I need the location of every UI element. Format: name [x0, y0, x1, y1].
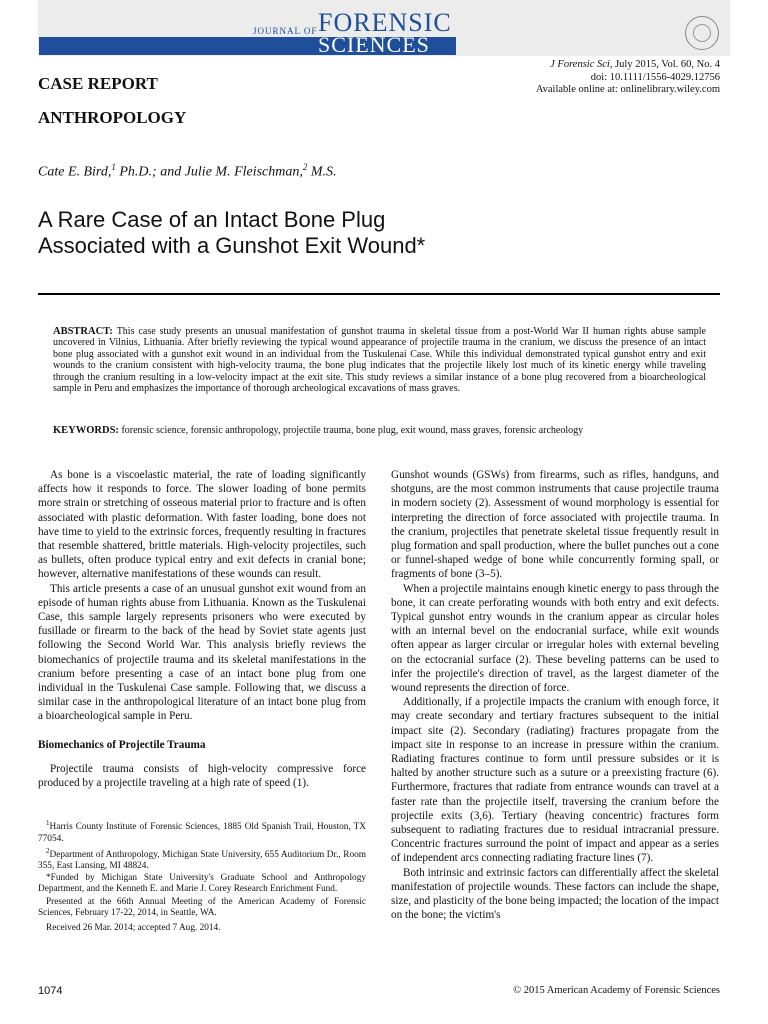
author-line — [38, 162, 337, 181]
body-column-right — [391, 468, 719, 923]
footnote-2-mark: 2 — [46, 846, 50, 855]
keywords — [53, 425, 706, 436]
copyright: © 2015 American Academy of Forensic Sciences — [513, 985, 720, 996]
author1: Cate E. Bird, — [38, 164, 112, 180]
footnote-1 — [38, 818, 366, 845]
footnote-presented: Presented at the 66th Annual Meeting of the American Academy of Forensic Sciences, February 17-22, 2014, in Seattle, WA. — [38, 896, 366, 918]
author2-degree: M.S. — [307, 164, 337, 180]
available-online-line: Available online at: onlinelibrary.wiley.com — [535, 84, 720, 95]
doi-line: doi: 10.1111/1556-4029.12756 — [590, 71, 720, 83]
article-title — [38, 207, 718, 259]
body-column-left — [38, 468, 366, 934]
footnote-1-mark: 1 — [46, 819, 50, 828]
aafs-seal-icon — [685, 16, 719, 50]
paragraph: Projectile trauma consists of high-velocity compressive force produced by a projectile traveling at a high rate of speed (1). — [38, 762, 366, 790]
paragraph: As bone is a viscoelastic material, the rate of loading significantly affects how it responds to force. The slower loading of bone permits more strain or stretching of osseous material prior to fracture and is often associated with plastic deformation. With faster loading, bone does not have time to yield to the extrinsic forces, frequently resulting in fractures that resemble shattered, brittle materials. High-velocity projectiles, such as bullets, often produce typical entry and exit defects in cranial bone; however, alternative manifestations of these wounds can result. — [38, 469, 366, 581]
page-number: 1074 — [38, 985, 63, 997]
title-divider — [38, 293, 720, 295]
footnote-funding: *Funded by Michigan State University's Graduate School and Anthropology Department, and the Kenneth E. and Marie J. Corey Research Enrichment Fund. — [38, 873, 366, 895]
author1-affiliation-mark: 1 — [111, 162, 116, 172]
title-line-1: A Rare Case of an Intact Bone Plug — [38, 207, 386, 232]
abstract-text: This case study presents an unusual manifestation of gunshot trauma in skeletal tissue from a post-World War II human rights abuse sample uncovered in Vilnius, Lithuania. After briefly reviewing the typical wound appearance of projectile trauma in the cranium, we discuss the presence of an intact bone plug associated with a gunshot exit wound in an individual from the Tuskulenai Case. While this individual demonstrated typical gunshot entry and exit wounds to the cranium consistent with high-velocity trauma, the bone plug indicates that the projectile likely lost much of its kinetic energy while traveling through the cranium resulting in a low-velocity impact at the exit site. This study reviews a similar instance of a bone plug recovered from a bioarcheological sample in Peru and emphasizes the importance of thorough archeological excavations of mass graves. — [53, 326, 706, 395]
paragraph: Additionally, if a projectile impacts the cranium with enough force, it may create secondary and tertiary fractures subsequent to the initial impact site (2). Secondary (radiating) fractures propagate from the impact site in response to an increase in pressure within the cranium. Radiating fractures continue to form until pressure subsides or it is halted by another structure such as a suture or a preexisting fracture (6). Furthermore, fractures that radiate from entrance wounds can travel at a faster rate than the projectile itself, traversing the cranium before the projectile exits (3,6). Tertiary (heaving concentric) fractures form subsequent to radiating fractures due to residual intracranial pressure. Concentric fractures surround the point of impact and appear as a series of independent arcs connecting radiating fracture lines (7). — [391, 696, 719, 865]
author2-affiliation-mark: 2 — [302, 162, 308, 172]
footnote-2 — [38, 846, 366, 873]
title-line-2: Associated with a Gunshot Exit Wound* — [38, 233, 426, 258]
journal-title-forensic: FORENSIC — [318, 8, 452, 37]
abstract-label: ABSTRACT: — [53, 326, 113, 337]
article-type: CASE REPORT — [38, 74, 158, 93]
footnote-1-text: Harris County Institute of Forensic Sciences, 1885 Old Spanish Trail, Houston, TX 77054. — [38, 822, 366, 844]
keywords-text: forensic science, forensic anthropology, projectile trauma, bone plug, exit wound, mass graves, forensic archeology — [118, 425, 584, 436]
paragraph: Gunshot wounds (GSWs) from firearms, such as rifles, handguns, and shotguns, are the most common instruments that cause projectile trauma in modern society (2). Assessment of wound morphology is essential for interpreting the direction of force associated with projectile trauma. In the cranium, projectiles that penetrate skeletal tissue frequently result in plug formation and spall production, where the bullet punches out a cone or funnel-shaped wedge of bone while concurrently forming spall, or fragments of bone (3–5). — [391, 469, 719, 581]
paragraph: When a projectile maintains enough kinetic energy to pass through the bone, it can create perforating wounds with both entry and exit defects. Typical gunshot entry wounds in the cranium appear as circular holes with an internal bevel on the endocranial surface, while exit wounds often appear as larger circular or irregular holes with external beveling on the ectocranial surface (2). These beveling patterns can be used to infer the projectile's direction of travel, as the largest diameter of the wound represents the direction of force. — [391, 582, 719, 695]
article-section: ANTHROPOLOGY — [38, 108, 187, 127]
citation-volume: , July 2015, Vol. 60, No. 4 — [609, 59, 720, 70]
section-heading: Biomechanics of Projectile Trauma — [38, 738, 206, 751]
citation-journal: J Forensic Sci — [550, 59, 610, 70]
citation-block — [536, 59, 720, 97]
abstract — [53, 326, 706, 394]
footnotes — [38, 818, 366, 934]
author-degrees: Ph.D.; and Julie M. Fleischman, — [115, 164, 303, 180]
received-dates: Received 26 Mar. 2014; accepted 7 Aug. 2014. — [46, 923, 221, 934]
paragraph: This article presents a case of an unusual gunshot exit wound from an episode of human rights abuse from Lithuania. Known as the Tuskulenai Case, this sample largely represents prisoners who were executed by fusillade or firearm to the back of the head by Soviet state agents just following the Second World War. This analysis briefly reviews the biomechanics of projectile trauma and its skeletal manifestations in the cranium before presenting a case of an intact bone plug from one individual in the Tuskulenai Case sample. Following that, we discuss a similar case in the anthropological literature of an intact bone plug from a bioarcheological sample in Peru. — [38, 582, 366, 723]
keywords-label: KEYWORDS: — [53, 425, 119, 436]
paragraph: Both intrinsic and extrinsic factors can differentially affect the skeletal manifestation of projectile wounds. These factors can include the shape, size, and plasticity of the bone being impacted; the location of the impact on the bone; the victim's — [391, 866, 719, 922]
journal-title-sciences: SCIENCES — [318, 32, 430, 57]
journal-of-label: JOURNAL OF — [253, 26, 318, 36]
footnote-2-text: Department of Anthropology, Michigan State University, 655 Auditorium Dr., Room 355, East Lansing, MI 48824. — [38, 849, 366, 872]
